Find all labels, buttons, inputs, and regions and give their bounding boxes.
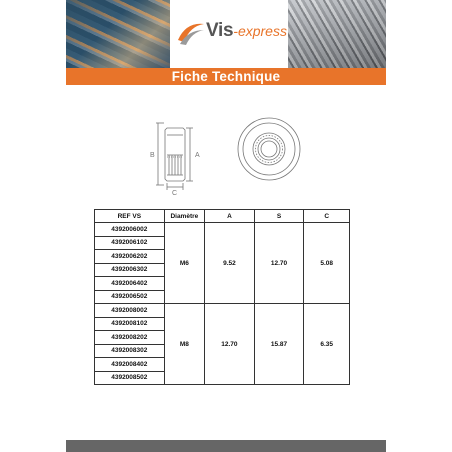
s-cell: 12.70 (254, 223, 304, 304)
diametre-cell: M8 (164, 304, 205, 385)
table-header-row (95, 210, 350, 223)
datasheet-page (66, 0, 386, 452)
logo-swoosh-icon (176, 18, 206, 46)
brand-name (206, 20, 287, 42)
ref-cell: 4392006502 (95, 290, 165, 304)
side-view-drawing (156, 123, 193, 190)
nut-drawing-svg (66, 115, 386, 195)
col-header-a: A (205, 210, 255, 223)
diametre-cell: M6 (164, 223, 205, 304)
col-header-ref: REF VS (95, 210, 165, 223)
ref-cell: 4392008502 (95, 371, 165, 385)
ref-cell: 4392008202 (95, 331, 165, 345)
col-header-s: S (254, 210, 304, 223)
s-cell: 15.87 (254, 304, 304, 385)
header-photo-screws (288, 0, 386, 68)
ref-cell: 4392006202 (95, 250, 165, 264)
c-cell: 5.08 (304, 223, 350, 304)
spec-table (94, 209, 350, 385)
a-cell: 9.52 (205, 223, 255, 304)
technical-drawings (66, 115, 386, 195)
footer-bar (66, 440, 386, 452)
ref-cell: 4392006302 (95, 263, 165, 277)
ref-cell: 4392006402 (95, 277, 165, 291)
top-view-drawing (238, 118, 300, 180)
brand-name-main: Vis (206, 20, 234, 41)
dimension-label-c: C (172, 190, 178, 195)
ref-cell: 4392008102 (95, 317, 165, 331)
ref-cell: 4392008302 (95, 344, 165, 358)
ref-cell: 4392008002 (95, 304, 165, 318)
col-header-diametre: Diamètre (164, 210, 205, 223)
table-row (95, 304, 350, 318)
header-photo-tools (66, 0, 170, 68)
ref-cell: 4392008402 (95, 358, 165, 372)
table-row (95, 223, 350, 237)
banner-title: Fiche Technique (66, 68, 386, 85)
col-header-c: C (304, 210, 350, 223)
ref-cell: 4392006102 (95, 236, 165, 250)
dimension-label-b: B (150, 152, 155, 159)
brand-logo (170, 0, 288, 68)
brand-name-suffix: -express (233, 23, 287, 39)
dimension-label-a: A (195, 152, 200, 159)
c-cell: 6.35 (304, 304, 350, 385)
header (66, 0, 386, 68)
a-cell: 12.70 (205, 304, 255, 385)
ref-cell: 4392006002 (95, 223, 165, 237)
